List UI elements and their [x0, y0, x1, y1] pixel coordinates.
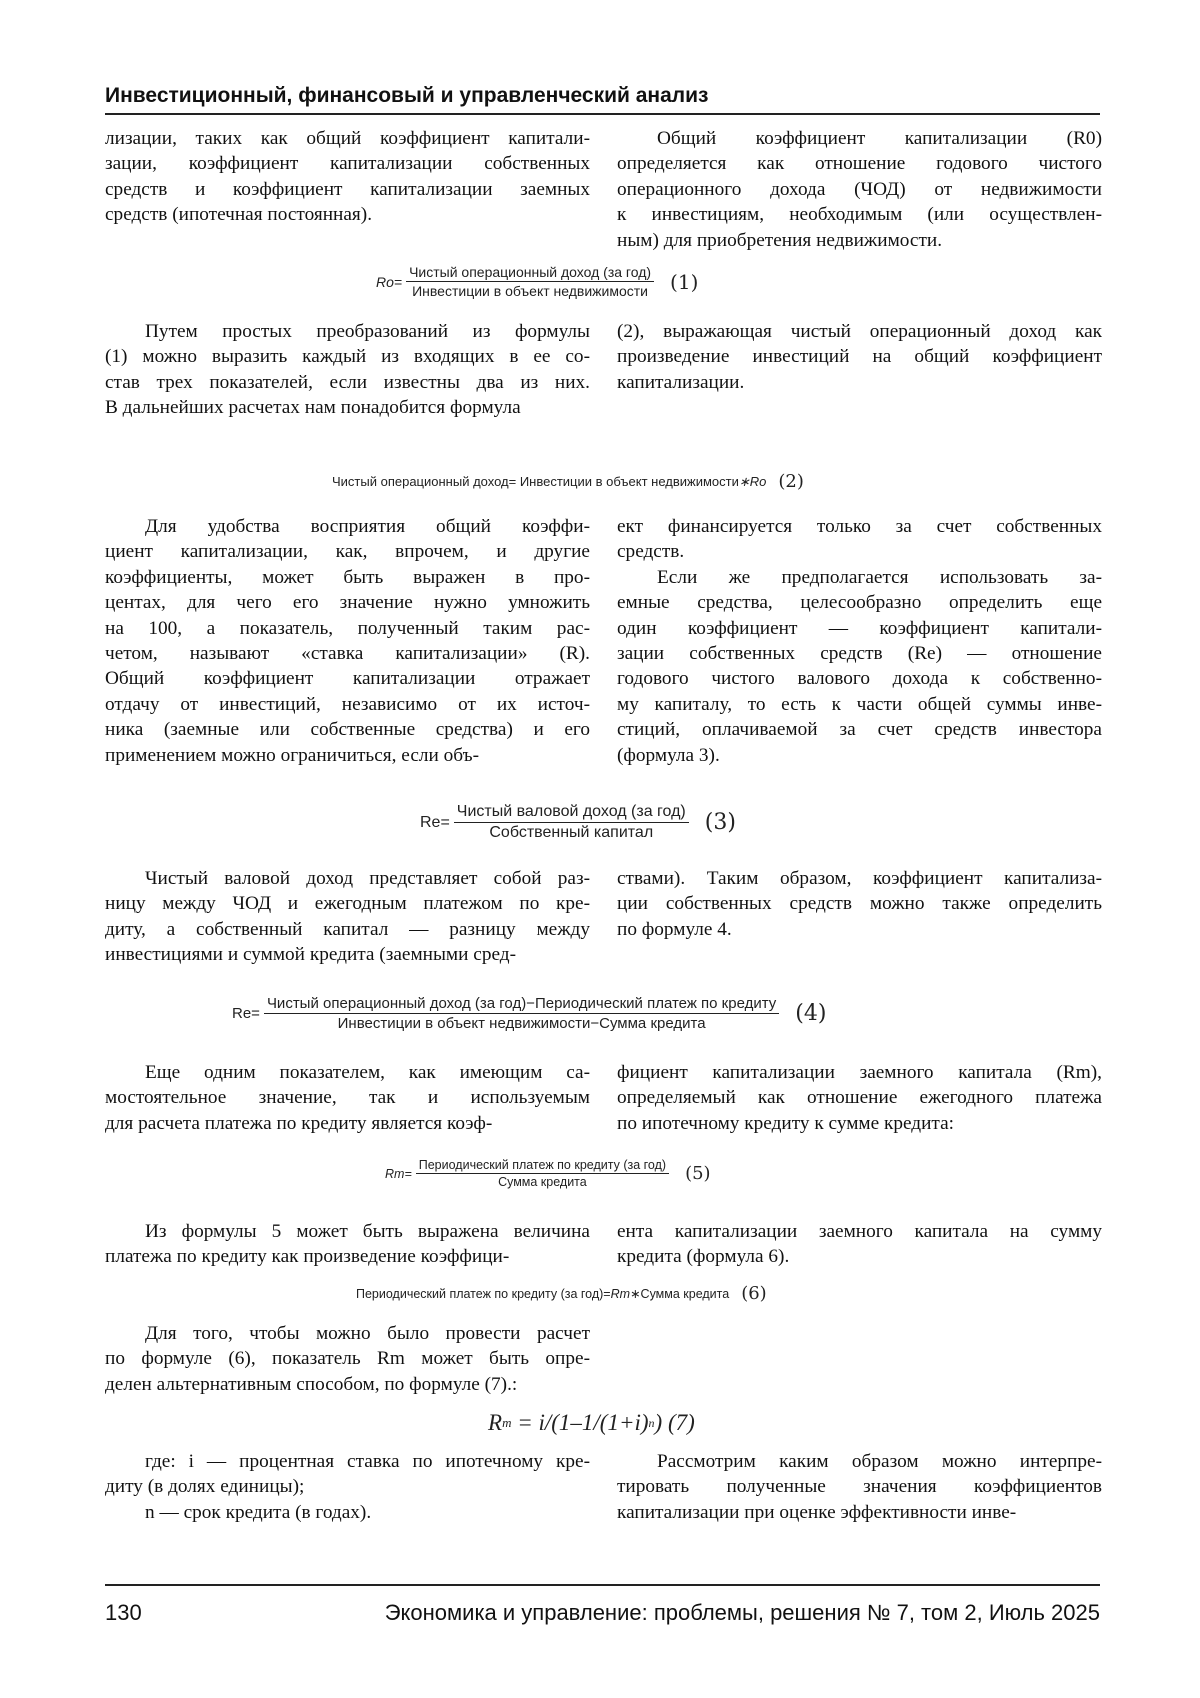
text-line: один коэффициент — коэффициент капитали-	[617, 616, 1102, 641]
text-line: (формула 3).	[617, 743, 1102, 768]
text-line: диту, а собственный капитал — разницу между	[105, 917, 590, 942]
formula-number: (6)	[741, 1283, 767, 1304]
text-column-left	[105, 319, 590, 421]
formula-4	[232, 995, 826, 1032]
text-line: став трех показателей, если известны два из них.	[105, 370, 590, 395]
formula-number: (4)	[795, 1001, 826, 1026]
formula-number: (5)	[685, 1163, 711, 1184]
text-line: применением можно ограничиться, если объ-	[105, 743, 590, 768]
text-column-left	[105, 1219, 590, 1270]
text-line: средств.	[617, 539, 1102, 564]
text-line: по формуле (6), показатель Rm может быть опре-	[105, 1346, 590, 1371]
text-line: (1) можно выразить каждый из входящих в ее со-	[105, 344, 590, 369]
text-line: ницу между ЧОД и ежегодным платежом по кре-	[105, 891, 590, 916]
text-line: годового чистого валового дохода к собственно-	[617, 666, 1102, 691]
text-line: средств (ипотечная постоянная).	[105, 202, 590, 227]
text-line: В дальнейших расчетах нам понадобится формула	[105, 395, 590, 420]
text-line: ника (заемные или собственные средства) и его	[105, 717, 590, 742]
text-line: Еще одним показателем, как имеющим са-	[105, 1060, 590, 1085]
text-line: циент капитализации, как, впрочем, и другие	[105, 539, 590, 564]
formula-2	[332, 471, 804, 492]
text-line: Общий коэффициент капитализации отражает	[105, 666, 590, 691]
formula-number: (2)	[778, 471, 804, 492]
formula-6	[356, 1283, 767, 1304]
text-line: ции собственных средств можно также определить	[617, 891, 1102, 916]
text-line: Для удобства восприятия общий коэффи-	[105, 514, 590, 539]
text-line: Если же предполагается использовать за-	[617, 565, 1102, 590]
text-line: Для того, чтобы можно было провести расчет	[105, 1321, 590, 1346]
formula-numerator: Чистый операционный доход (за год)−Периодический платеж по кредиту	[264, 995, 779, 1014]
formula-text: Периодический платеж по кредиту (за год)=	[356, 1287, 611, 1301]
formula-symbol: R	[488, 1410, 502, 1436]
text-column-left	[105, 1060, 590, 1136]
formula-lhs: Re=	[232, 1005, 260, 1022]
text-line: произведение инвестиций на общий коэффициент	[617, 344, 1102, 369]
text-line: инвестициями и суммой кредита (заемными сред-	[105, 942, 590, 967]
text-line: ект финансируется только за счет собственных	[617, 514, 1102, 539]
text-line: на 100, а показатель, полученный таким рас-	[105, 616, 590, 641]
text-line: зации собственных средств (Re) — отношение	[617, 641, 1102, 666]
text-line: n — срок кредита (в годах).	[105, 1500, 590, 1525]
text-line: для расчета платежа по кредиту является коэф-	[105, 1111, 590, 1136]
text-column-left	[105, 514, 590, 768]
text-column-left	[105, 1449, 590, 1525]
text-line: кредита (формула 6).	[617, 1244, 1102, 1269]
formula-superscript: n	[649, 1416, 655, 1431]
text-line: ствами). Таким образом, коэффициент капитализа-	[617, 866, 1102, 891]
text-line: Чистый валовой доход представляет собой раз-	[105, 866, 590, 891]
text-line: четом, называют «ставка капитализации» (R).	[105, 641, 590, 666]
text-column-right	[617, 866, 1102, 942]
text-column-left	[105, 126, 590, 228]
text-line: по формуле 4.	[617, 917, 1102, 942]
formula-denominator: Инвестиции в объект недвижимости−Сумма кредита	[335, 1014, 709, 1032]
formula-number: (3)	[705, 810, 736, 835]
text-line: капитализации при оценке эффективности инве-	[617, 1500, 1102, 1525]
formula-5	[385, 1158, 711, 1189]
text-line: средств и коэффициент капитализации заемных	[105, 177, 590, 202]
text-column-left	[105, 1321, 590, 1397]
text-line: фициент капитализации заемного капитала (Rm),	[617, 1060, 1102, 1085]
text-line: коэффициенты, может быть выражен в про-	[105, 565, 590, 590]
text-column-right	[617, 319, 1102, 395]
formula-lhs: Rm=	[385, 1167, 412, 1181]
formula-denominator: Собственный капитал	[486, 823, 656, 842]
formula-numerator: Чистый операционный доход (за год)	[406, 264, 654, 282]
text-line: Из формулы 5 может быть выражена величина	[105, 1219, 590, 1244]
formula-text: Чистый операционный доход= Инвестиции в объект недвижимости	[332, 474, 739, 489]
text-line: к инвестициям, необходимым (или осуществлен-	[617, 202, 1102, 227]
text-line: мостоятельное значение, так и используемым	[105, 1085, 590, 1110]
text-column-right	[617, 1060, 1102, 1136]
text-line: отдачу от инвестиций, независимо от их источ-	[105, 692, 590, 717]
running-header: Инвестиционный, финансовый и управленческий анализ	[105, 84, 708, 108]
formula-numerator: Периодический платеж по кредиту (за год)	[416, 1158, 669, 1174]
header-rule	[105, 113, 1100, 115]
text-column-left	[105, 866, 590, 968]
text-line: стиций, оплачиваемой за счет средств инвестора	[617, 717, 1102, 742]
formula-denominator: Сумма кредита	[495, 1174, 590, 1189]
text-line: центах, для чего его значение нужно умножить	[105, 590, 590, 615]
text-line: капитализации.	[617, 370, 1102, 395]
formula-7	[488, 1410, 695, 1436]
text-line: делен альтернативным способом, по формуле (7).:	[105, 1372, 590, 1397]
text-line: Общий коэффициент капитализации (R0)	[617, 126, 1102, 151]
text-line: ента капитализации заемного капитала на сумму	[617, 1219, 1102, 1244]
text-line: Рассмотрим каким образом можно интерпре-	[617, 1449, 1102, 1474]
formula-text: ) (7)	[655, 1410, 695, 1436]
formula-denominator: Инвестиции в объект недвижимости	[409, 282, 651, 299]
text-column-right	[617, 1219, 1102, 1270]
formula-1	[376, 264, 698, 299]
page-number: 130	[105, 1600, 142, 1626]
text-line: определяемый как отношение ежегодного платежа	[617, 1085, 1102, 1110]
formula-lhs: Ro=	[376, 274, 402, 290]
footer-rule	[105, 1584, 1100, 1586]
text-line: емные средства, целесообразно определить еще	[617, 590, 1102, 615]
text-line: по ипотечному кредиту к сумме кредита:	[617, 1111, 1102, 1136]
text-line: (2), выражающая чистый операционный доход как	[617, 319, 1102, 344]
text-line: определяется как отношение годового чистого	[617, 151, 1102, 176]
text-line: операционного дохода (ЧОД) от недвижимости	[617, 177, 1102, 202]
text-line: платежа по кредиту как произведение коэффици-	[105, 1244, 590, 1269]
formula-text: ∗Сумма кредита	[630, 1286, 729, 1301]
text-line: му капиталу, то есть к части общей суммы инве-	[617, 692, 1102, 717]
text-line: где: i — процентная ставка по ипотечному кре-	[105, 1449, 590, 1474]
text-line: зации, коэффициент капитализации собственных	[105, 151, 590, 176]
formula-3	[420, 803, 736, 842]
text-column-right	[617, 514, 1102, 768]
formula-text: = i/(1–1/(1+i)	[511, 1410, 648, 1436]
text-line: тировать полученные значения коэффициентов	[617, 1474, 1102, 1499]
journal-title: Экономика и управление: проблемы, решения № 7, том 2, Июль 2025	[385, 1600, 1100, 1626]
formula-subscript: m	[502, 1415, 511, 1431]
text-column-right	[617, 126, 1102, 253]
formula-factor: ∗Ro	[739, 474, 767, 490]
formula-numerator: Чистый валовой доход (за год)	[454, 803, 689, 823]
text-line: лизации, таких как общий коэффициент капитали-	[105, 126, 590, 151]
text-line: диту (в долях единицы);	[105, 1474, 590, 1499]
text-column-right	[617, 1449, 1102, 1525]
formula-number: (1)	[670, 270, 698, 294]
formula-lhs: Re=	[420, 814, 450, 832]
text-line: Путем простых преобразований из формулы	[105, 319, 590, 344]
text-line: ным) для приобретения недвижимости.	[617, 228, 1102, 253]
formula-factor: Rm	[611, 1287, 630, 1301]
